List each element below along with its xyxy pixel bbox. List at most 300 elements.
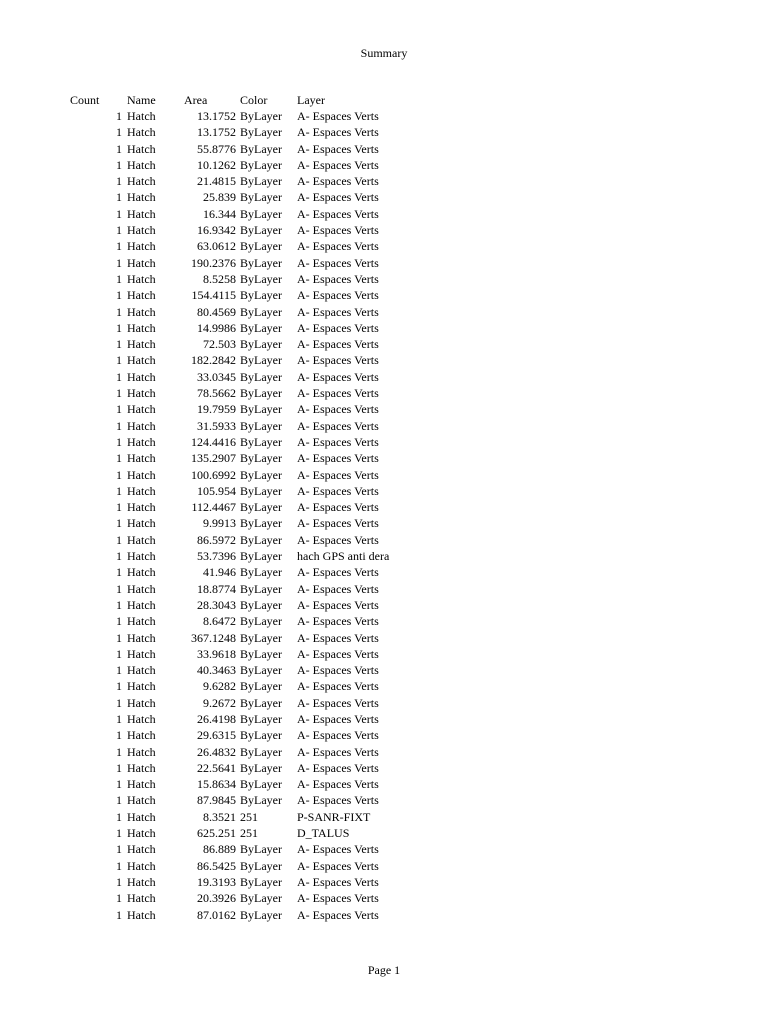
cell-area: 105.954 [197,483,236,498]
table-row [0,238,768,254]
cell-name: Hatch [127,532,156,547]
cell-count: 1 [116,891,122,906]
cell-color: ByLayer [240,402,282,417]
cell-name: Hatch [127,288,156,303]
cell-area: 78.5662 [197,386,236,401]
table-row [0,613,768,629]
cell-count: 1 [116,288,122,303]
cell-layer: A- Espaces Verts [297,451,379,466]
table-row [0,646,768,662]
cell-color: ByLayer [240,874,282,889]
cell-count: 1 [116,907,122,922]
cell-layer: A- Espaces Verts [297,581,379,596]
table-row [0,711,768,727]
cell-area: 154.4115 [191,288,236,303]
cell-name: Hatch [127,826,156,841]
cell-layer: A- Espaces Verts [297,337,379,352]
table-row [0,581,768,597]
cell-color: ByLayer [240,239,282,254]
cell-area: 72.503 [203,337,236,352]
cell-name: Hatch [127,223,156,238]
cell-count: 1 [116,451,122,466]
table-row [0,499,768,515]
cell-layer: A- Espaces Verts [297,744,379,759]
cell-count: 1 [116,239,122,254]
header-layer: Layer [297,93,325,107]
cell-layer: A- Espaces Verts [297,190,379,205]
cell-layer: hach GPS anti dera [297,549,390,564]
cell-color: ByLayer [240,907,282,922]
table-row [0,662,768,678]
table-row [0,124,768,140]
cell-layer: A- Espaces Verts [297,500,379,515]
cell-count: 1 [116,630,122,645]
cell-count: 1 [116,320,122,335]
cell-name: Hatch [127,483,156,498]
cell-name: Hatch [127,109,156,123]
table-row [0,907,768,923]
cell-layer: A- Espaces Verts [297,614,379,629]
cell-layer: A- Espaces Verts [297,223,379,238]
cell-layer: A- Espaces Verts [297,320,379,335]
cell-count: 1 [116,646,122,661]
cell-count: 1 [116,190,122,205]
cell-layer: A- Espaces Verts [297,239,379,254]
cell-layer: A- Espaces Verts [297,793,379,808]
cell-area: 13.1752 [197,109,236,123]
cell-color: ByLayer [240,304,282,319]
cell-name: Hatch [127,434,156,449]
cell-area: 124.4416 [191,434,236,449]
cell-color: ByLayer [240,581,282,596]
cell-layer: A- Espaces Verts [297,760,379,775]
table-row [0,695,768,711]
cell-area: 87.0162 [197,907,236,922]
cell-area: 13.1752 [197,125,236,140]
cell-color: ByLayer [240,223,282,238]
table-row [0,483,768,499]
cell-name: Hatch [127,516,156,531]
cell-name: Hatch [127,630,156,645]
cell-color: ByLayer [240,109,282,123]
cell-layer: A- Espaces Verts [297,288,379,303]
cell-count: 1 [116,565,122,580]
cell-color: ByLayer [240,565,282,580]
cell-layer: A- Espaces Verts [297,891,379,906]
table-row [0,841,768,857]
cell-count: 1 [116,711,122,726]
cell-layer: A- Espaces Verts [297,157,379,172]
cell-count: 1 [116,353,122,368]
table-row [0,890,768,906]
cell-count: 1 [116,157,122,172]
cell-area: 190.2376 [191,255,236,270]
cell-count: 1 [116,271,122,286]
table-row [0,597,768,613]
cell-area: 182.2842 [191,353,236,368]
cell-layer: A- Espaces Verts [297,842,379,857]
cell-area: 9.2672 [203,695,236,710]
table-row [0,809,768,825]
cell-color: ByLayer [240,744,282,759]
cell-color: ByLayer [240,206,282,221]
cell-count: 1 [116,206,122,221]
table-row [0,532,768,548]
cell-area: 14.9986 [197,320,236,335]
cell-color: ByLayer [240,858,282,873]
header-count: Count [70,93,100,107]
cell-layer: A- Espaces Verts [297,597,379,612]
table-row [0,564,768,580]
cell-area: 26.4198 [197,711,236,726]
cell-layer: A- Espaces Verts [297,174,379,189]
cell-layer: A- Espaces Verts [297,516,379,531]
cell-name: Hatch [127,581,156,596]
cell-area: 22.5641 [197,760,236,775]
cell-count: 1 [116,483,122,498]
cell-name: Hatch [127,695,156,710]
cell-color: ByLayer [240,125,282,140]
cell-layer: A- Espaces Verts [297,483,379,498]
table-row [0,467,768,483]
cell-color: ByLayer [240,777,282,792]
cell-area: 25.839 [203,190,236,205]
page-number: Page 1 [367,963,401,977]
cell-layer: A- Espaces Verts [297,679,379,694]
cell-name: Hatch [127,549,156,564]
cell-count: 1 [116,728,122,743]
cell-area: 8.6472 [203,614,236,629]
table-row [0,825,768,841]
cell-color: ByLayer [240,695,282,710]
cell-color: ByLayer [240,141,282,156]
cell-name: Hatch [127,467,156,482]
cell-color: ByLayer [240,353,282,368]
cell-count: 1 [116,141,122,156]
cell-area: 16.344 [203,206,236,221]
cell-area: 21.4815 [197,174,236,189]
table-row [0,206,768,222]
cell-color: ByLayer [240,614,282,629]
cell-name: Hatch [127,125,156,140]
table-row [0,108,768,124]
cell-name: Hatch [127,304,156,319]
cell-name: Hatch [127,320,156,335]
cell-name: Hatch [127,907,156,922]
cell-area: 100.6992 [191,467,236,482]
cell-color: ByLayer [240,174,282,189]
cell-area: 19.3193 [197,874,236,889]
cell-color: ByLayer [240,549,282,564]
table-row [0,157,768,173]
cell-count: 1 [116,549,122,564]
header-area: Area [184,93,208,107]
cell-layer: A- Espaces Verts [297,255,379,270]
cell-layer: A- Espaces Verts [297,271,379,286]
cell-count: 1 [116,874,122,889]
cell-layer: A- Espaces Verts [297,109,379,123]
cell-name: Hatch [127,337,156,352]
table-row [0,874,768,890]
cell-count: 1 [116,402,122,417]
cell-area: 40.3463 [197,663,236,678]
cell-count: 1 [116,223,122,238]
cell-color: ByLayer [240,679,282,694]
cell-count: 1 [116,125,122,140]
cell-color: ByLayer [240,386,282,401]
table-row [0,255,768,271]
cell-layer: D_TALUS [297,826,350,841]
cell-name: Hatch [127,646,156,661]
cell-area: 8.3521 [203,809,236,824]
table-row [0,792,768,808]
cell-area: 135.2907 [191,451,236,466]
table-body [0,108,768,923]
table-row [0,418,768,434]
table-row [0,760,768,776]
cell-count: 1 [116,304,122,319]
cell-area: 86.5972 [197,532,236,547]
cell-name: Hatch [127,809,156,824]
cell-name: Hatch [127,614,156,629]
cell-count: 1 [116,858,122,873]
cell-count: 1 [116,532,122,547]
cell-area: 8.5258 [203,271,236,286]
cell-area: 9.9913 [203,516,236,531]
cell-name: Hatch [127,402,156,417]
cell-layer: A- Espaces Verts [297,728,379,743]
cell-color: ByLayer [240,483,282,498]
cell-layer: A- Espaces Verts [297,777,379,792]
table-row [0,776,768,792]
cell-layer: A- Espaces Verts [297,565,379,580]
cell-area: 87.9845 [197,793,236,808]
cell-color: ByLayer [240,516,282,531]
cell-color: ByLayer [240,760,282,775]
cell-color: ByLayer [240,255,282,270]
cell-count: 1 [116,793,122,808]
cell-color: ByLayer [240,369,282,384]
cell-layer: A- Espaces Verts [297,369,379,384]
cell-layer: A- Espaces Verts [297,386,379,401]
cell-name: Hatch [127,744,156,759]
cell-color: ByLayer [240,288,282,303]
table-row [0,141,768,157]
cell-count: 1 [116,842,122,857]
cell-area: 55.8776 [197,141,236,156]
cell-count: 1 [116,500,122,515]
cell-layer: A- Espaces Verts [297,125,379,140]
cell-area: 63.0612 [197,239,236,254]
table-row [0,548,768,564]
cell-color: ByLayer [240,842,282,857]
table-row [0,858,768,874]
cell-name: Hatch [127,728,156,743]
table-header [0,92,768,108]
cell-area: 112.4467 [191,500,236,515]
cell-layer: P-SANR-FIXT [297,809,371,824]
cell-area: 29.6315 [197,728,236,743]
cell-color: ByLayer [240,500,282,515]
cell-color: ByLayer [240,663,282,678]
cell-area: 15.8634 [197,777,236,792]
table-row [0,336,768,352]
cell-name: Hatch [127,842,156,857]
cell-count: 1 [116,255,122,270]
cell-name: Hatch [127,874,156,889]
cell-color: ByLayer [240,630,282,645]
cell-name: Hatch [127,174,156,189]
cell-area: 9.6282 [203,679,236,694]
cell-layer: A- Espaces Verts [297,630,379,645]
cell-area: 33.0345 [197,369,236,384]
cell-name: Hatch [127,711,156,726]
cell-area: 26.4832 [197,744,236,759]
cell-name: Hatch [127,597,156,612]
cell-color: ByLayer [240,271,282,286]
cell-area: 28.3043 [197,597,236,612]
cell-layer: A- Espaces Verts [297,695,379,710]
cell-layer: A- Espaces Verts [297,402,379,417]
cell-area: 33.9618 [197,646,236,661]
cell-name: Hatch [127,206,156,221]
cell-count: 1 [116,434,122,449]
cell-count: 1 [116,777,122,792]
table-row [0,271,768,287]
table-row [0,189,768,205]
cell-area: 80.4569 [197,304,236,319]
cell-color: ByLayer [240,467,282,482]
cell-layer: A- Espaces Verts [297,711,379,726]
cell-area: 16.9342 [197,223,236,238]
cell-count: 1 [116,597,122,612]
cell-name: Hatch [127,369,156,384]
cell-color: ByLayer [240,728,282,743]
cell-name: Hatch [127,141,156,156]
cell-count: 1 [116,614,122,629]
cell-name: Hatch [127,777,156,792]
cell-name: Hatch [127,565,156,580]
cell-count: 1 [116,467,122,482]
table-row [0,287,768,303]
cell-color: ByLayer [240,434,282,449]
cell-name: Hatch [127,271,156,286]
table-row [0,222,768,238]
cell-area: 18.8774 [197,581,236,596]
cell-name: Hatch [127,891,156,906]
header-name: Name [127,93,156,107]
cell-area: 625.251 [197,826,236,841]
cell-layer: A- Espaces Verts [297,874,379,889]
table-row [0,320,768,336]
cell-color: ByLayer [240,451,282,466]
cell-name: Hatch [127,793,156,808]
summary-table [0,92,768,923]
cell-name: Hatch [127,451,156,466]
cell-color: ByLayer [240,320,282,335]
cell-area: 10.1262 [197,157,236,172]
cell-name: Hatch [127,500,156,515]
cell-count: 1 [116,369,122,384]
table-row [0,727,768,743]
cell-name: Hatch [127,190,156,205]
table-row [0,385,768,401]
table-row [0,434,768,450]
cell-color: 251 [240,826,258,841]
cell-count: 1 [116,760,122,775]
cell-layer: A- Espaces Verts [297,304,379,319]
cell-layer: A- Espaces Verts [297,353,379,368]
cell-color: ByLayer [240,711,282,726]
cell-color: ByLayer [240,597,282,612]
cell-color: ByLayer [240,793,282,808]
cell-layer: A- Espaces Verts [297,532,379,547]
cell-count: 1 [116,516,122,531]
cell-area: 53.7396 [197,549,236,564]
table-row [0,678,768,694]
table-row [0,304,768,320]
cell-area: 41.946 [203,565,236,580]
cell-name: Hatch [127,255,156,270]
table-row [0,369,768,385]
cell-area: 31.5933 [197,418,236,433]
cell-color: ByLayer [240,418,282,433]
cell-count: 1 [116,109,122,123]
header-color: Color [240,93,268,107]
table-row [0,352,768,368]
cell-color: ByLayer [240,337,282,352]
cell-color: ByLayer [240,891,282,906]
cell-layer: A- Espaces Verts [297,206,379,221]
cell-area: 19.7959 [197,402,236,417]
cell-layer: A- Espaces Verts [297,907,379,922]
cell-name: Hatch [127,418,156,433]
cell-layer: A- Espaces Verts [297,141,379,156]
cell-name: Hatch [127,157,156,172]
cell-layer: A- Espaces Verts [297,858,379,873]
cell-layer: A- Espaces Verts [297,663,379,678]
cell-area: 86.889 [203,842,236,857]
page-title: Summary [360,46,408,60]
cell-count: 1 [116,418,122,433]
cell-count: 1 [116,663,122,678]
table-row [0,173,768,189]
cell-area: 20.3926 [197,891,236,906]
cell-color: ByLayer [240,190,282,205]
cell-color: ByLayer [240,646,282,661]
cell-count: 1 [116,695,122,710]
cell-name: Hatch [127,663,156,678]
cell-name: Hatch [127,386,156,401]
cell-layer: A- Espaces Verts [297,646,379,661]
cell-count: 1 [116,174,122,189]
table-row [0,515,768,531]
cell-count: 1 [116,581,122,596]
cell-name: Hatch [127,239,156,254]
cell-name: Hatch [127,858,156,873]
cell-layer: A- Espaces Verts [297,434,379,449]
table-row [0,744,768,760]
cell-color: ByLayer [240,532,282,547]
table-row [0,401,768,417]
cell-count: 1 [116,337,122,352]
cell-count: 1 [116,809,122,824]
cell-area: 86.5425 [197,858,236,873]
table-row [0,630,768,646]
cell-area: 367.1248 [191,630,236,645]
cell-count: 1 [116,744,122,759]
cell-name: Hatch [127,679,156,694]
